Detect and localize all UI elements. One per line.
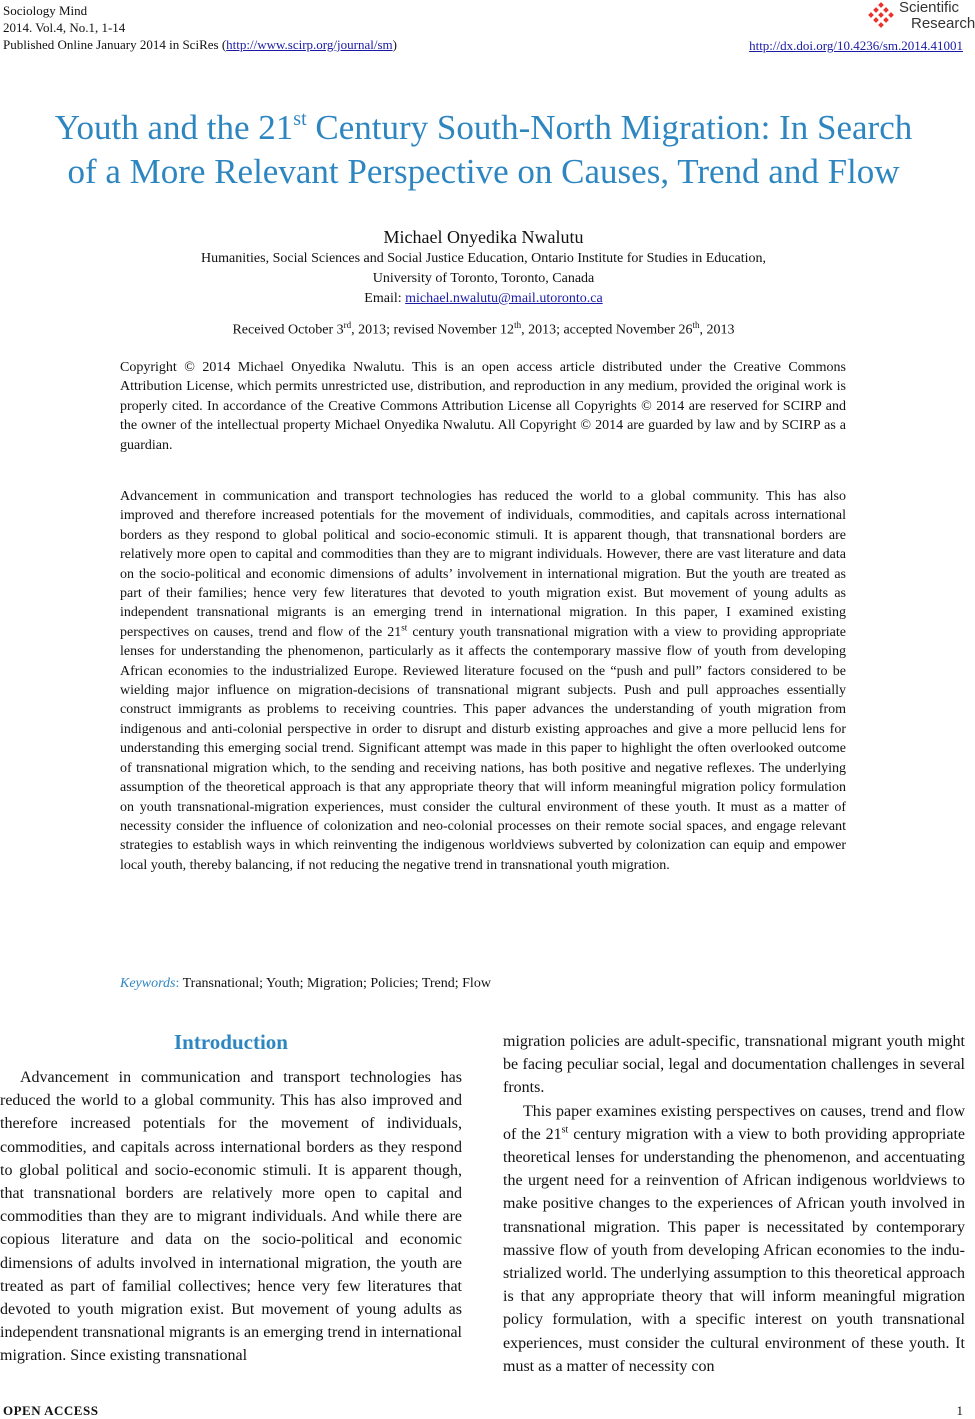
scientific-research-logo <box>865 0 975 36</box>
journal-volume: 2014. Vol.4, No.1, 1-14 <box>3 20 126 35</box>
journal-header <box>3 2 397 53</box>
email-link[interactable]: michael.nwalutu@mail.utoronto.ca <box>405 291 603 306</box>
paragraph: migration policies are adult-specific, transnational migrant youth might be facing peculiar social, legal and documentation challenges in several fronts. <box>503 1033 965 1097</box>
keywords-label: Keywords <box>120 976 176 991</box>
diamond-grid-icon <box>865 2 897 32</box>
body-column-right <box>503 1030 965 1378</box>
journal-name: Sociology Mind <box>3 3 88 18</box>
author-affiliation: Humanities, Social Sciences and Social Justice Education, Ontario Institute for Studies in Education, University of Toronto, Toronto, Canada Email: michael.nwalutu@mail.utoronto.ca <box>0 249 967 309</box>
section-title-introduction: Introduction <box>174 1030 288 1054</box>
page-number: 1 <box>956 1403 963 1418</box>
paragraph: This paper examines existing perspectives on causes, trend and flow of the 21st century migration with a view to both providing appropriate theoretical lenses for understanding the phenomenon, and accentuating the urgent need for a reinvention of African indigenous worldviews to make positive changes to the experiences of African youth involved in transnational migration. This paper is necessitated by contemporary massive flow of youth from developing African economies to the industrialized world. The underlying assumption to this theoretical approach is that any appropriate theory that will inform meaningful migration policy formulation, with a specific interest on youth transnational experiences, must consider the cultural environment of these youth. It must as a matter of necessity con <box>503 1102 966 1375</box>
open-access-label: OPEN ACCESS <box>3 1403 99 1418</box>
email-line: Email: michael.nwalutu@mail.utoronto.ca <box>364 291 603 306</box>
paragraph: Advancement in communication and transport technologies has reduced the world to a global community. This has also improved and therefore increased potentials for the movement of individuals, commodities, and capitals across international borders as they respond to global political and socio-economic stimuli. It is apparent though, that transnational borders are relatively more open to capital and commodities than they are to migrant individuals. And while there are copious literature and data on the socio-political and economic dimensions of adults involved in international migration, the youth are treated as part of familial collectives; hence very few literatures that devoted to youth migration exist. But movement of young adults as independent transnational migrants is an emerging trend in international migration. Since existing transnational <box>0 1069 462 1365</box>
doi-line <box>749 38 963 54</box>
keywords-list: Transnational; Youth; Migration; Policies; Trend; Flow <box>182 976 491 991</box>
author-name: Michael Onyedika Nwalutu <box>383 227 584 247</box>
published-line: Published Online January 2014 in SciRes (http://www.scirp.org/journal/sm) <box>3 37 397 52</box>
body-column-left <box>0 1066 462 1368</box>
article-dates: Received October 3rd, 2013; revised November 12th, 2013; accepted November 26th, 2013 <box>232 320 735 338</box>
abstract: Advancement in communication and transport technologies has reduced the world to a global community. This has also improved and therefore increased potentials for the movement of individuals, commodities, and capitals across international borders as they respond to global political and socio-economic stimuli. It is apparent though, that transnational borders are relatively more open to capital and commodities than they are to migrant individuals. However, there are vast literature and data on the socio-political and economic dimensions of adults’ involvement in international migration. But the youth are treated as part of their families; hence very few literatures that devoted to youth migration exist. But movement of young adults as independent transnational migrants is an emerging trend in international migration. In this paper, I examined existing perspectives on causes, trend and flow of the 21st century youth transnational migration with a view to providing appropriate lenses for understanding the phenomenon, particularly as it affects the contemporary massive flow of youth from developing African economies to the industrialized Europe. Reviewed literature focused on the “push and pull” factors considered to be wielding major influence on migration-decisions of transnational migrant subjects. Push and pull approaches essentially construct immigrants as problems to receiving countries. This paper advances the understanding of youth migration from indigenous and anti-colonial perspective in order to disrupt and disturb existing approaches and give a more pellucid lens for understanding this emerging social trend. Significant attempt was made in this paper to highlight the often overlooked outcome of transnational migration which, to the sending and receiving nations, has both positive and negative reflexes. The underlying assumption of the theoretical approach is that any appropriate theory that will inform meaningful migration policy formulation on youth transnational-migration experiences, must consider the cultural environment of these youth. It must as a matter of necessity consider the influence of colonization and neo-colonial processes on their remote social spaces, and engage relevant strategies to establish ways in which reinventing the indigenous worldviews subverted by colonization can equip and empower local youth, thereby balancing, if not reducing the negative trend in transnational youth migration. <box>120 489 846 873</box>
keywords: Keywords: Transnational; Youth; Migration; Policies; Trend; Flow <box>120 976 491 991</box>
doi-link[interactable]: http://dx.doi.org/10.4236/sm.2014.41001 <box>749 38 963 53</box>
logo-wordmark: Scientific Research <box>899 0 975 32</box>
article-title: Youth and the 21st Century South-North Migration: In Search of a More Relevant Perspective on Causes, Trend and Flow <box>54 108 913 191</box>
copyright-notice: Copyright © 2014 Michael Onyedika Nwalutu. This is an open access article distributed under the Creative Commons Attribution License, which permits unrestricted use, distribution, and reproduction in any medium, provided the original work is properly cited. In accordance of the Creative Commons Attribution License all Copyrights © 2014 are reserved for SCIRP and the owner of the intellectual property Michael Onyedika Nwalutu. All Copyright © 2014 are guarded by law and by SCIRP as a guardian. <box>120 360 846 453</box>
journal-url-link[interactable]: http://www.scirp.org/journal/sm <box>226 37 393 52</box>
